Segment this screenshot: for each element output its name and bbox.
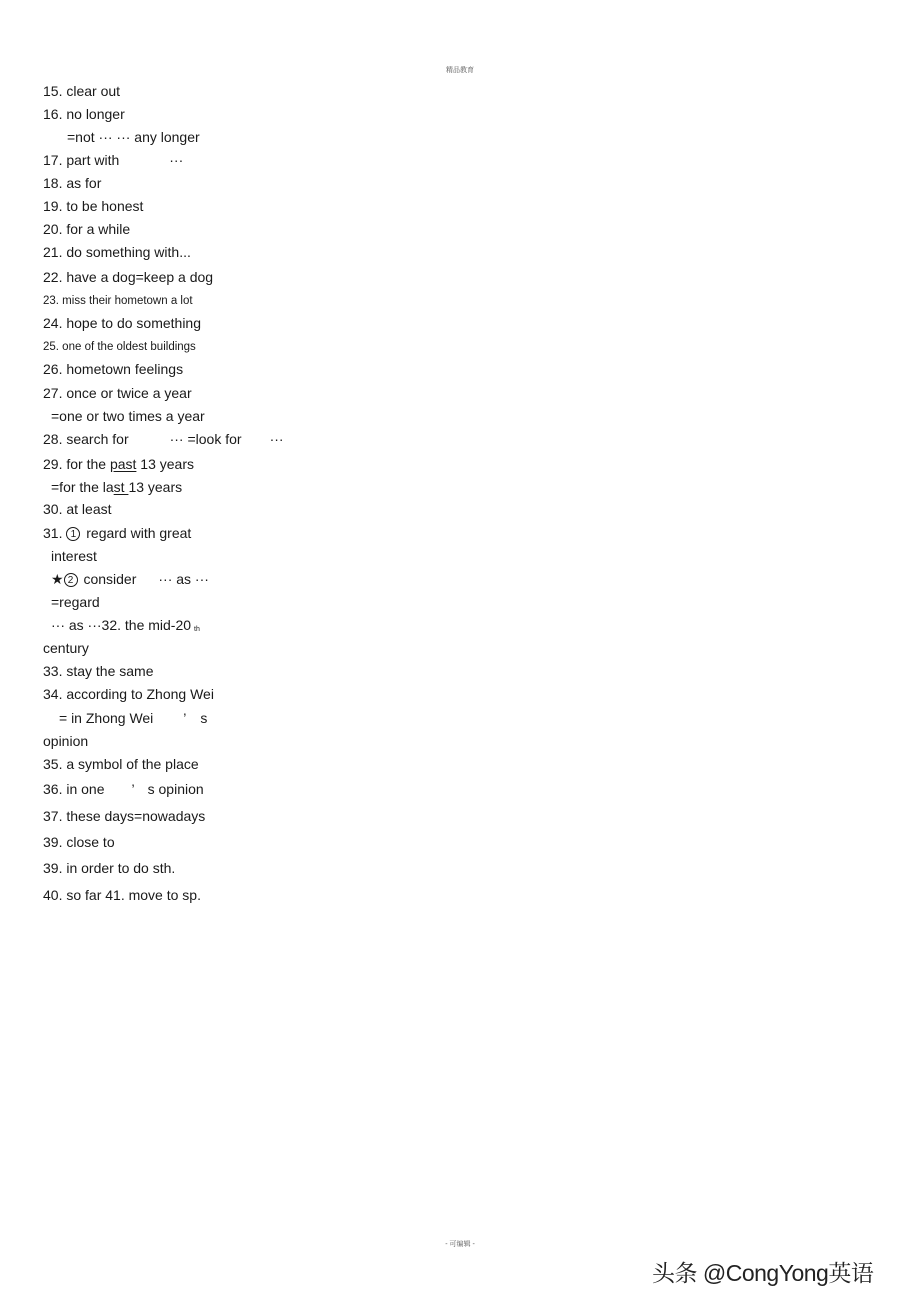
phrase-31-consider: consider	[79, 571, 137, 587]
phrase-17	[43, 151, 183, 169]
star-icon: ★	[51, 571, 64, 587]
phrase-18: 18. as for	[43, 175, 102, 191]
phrase-34-s: s	[200, 710, 208, 726]
phrase-38: 39. close to	[43, 834, 115, 850]
phrase-23: 23. miss their hometown a lot	[43, 295, 193, 307]
phrase-31-32	[51, 616, 200, 639]
phrase-31	[43, 524, 191, 542]
phrase-29-text-a: 29. for the	[43, 456, 110, 472]
phrase-34-syn-text: = in Zhong Wei	[59, 710, 154, 726]
circled-two-icon: 2	[64, 573, 78, 587]
phrase-27-synonym: =one or two times a year	[51, 408, 205, 424]
phrase-36	[43, 780, 204, 798]
phrase-29-underlined: past	[109, 456, 137, 472]
phrase-34-apostrophe: ’	[183, 710, 187, 726]
phrase-22: 22. have a dog=keep a dog	[43, 269, 214, 285]
phrase-31-item2	[51, 570, 209, 588]
phrase-34-cont: opinion	[43, 733, 89, 749]
phrase-32-cont: century	[43, 640, 89, 656]
phrase-28-synonym: ··· =look for	[169, 431, 242, 447]
phrase-36-text-b: s opinion	[147, 781, 204, 797]
phrase-15: 15. clear out	[43, 83, 121, 99]
phrase-17-dots: ···	[169, 152, 184, 168]
phrase-29-synonym	[51, 478, 182, 496]
phrase-26: 26. hometown feelings	[43, 361, 184, 377]
phrase-17-text: 17. part with	[43, 152, 120, 168]
phrase-29-syn-b: 13 years	[128, 479, 183, 495]
phrase-30: 30. at least	[43, 501, 112, 517]
phrase-19: 19. to be honest	[43, 198, 144, 214]
phrase-29-text-b: 13 years	[136, 456, 194, 472]
phrase-31-regard: =regard	[51, 594, 100, 610]
phrase-16-synonym: =not ··· ··· any longer	[67, 129, 200, 145]
phrase-29-syn-underlined: st	[113, 479, 129, 495]
phrase-31-32-text: ··· as ···32. the mid-20	[51, 617, 192, 633]
phrase-34-synonym	[59, 709, 207, 727]
phrase-28-text: 28. search for	[43, 431, 129, 447]
phrase-34: 34. according to Zhong Wei	[43, 686, 214, 702]
phrase-33: 33. stay the same	[43, 663, 154, 679]
phrase-36-apostrophe: ’	[131, 781, 135, 797]
phrase-40-41: 40. so far 41. move to sp.	[43, 887, 201, 903]
phrase-27: 27. once or twice a year	[43, 385, 192, 401]
superscript-th: th	[194, 626, 200, 633]
phrase-29-syn-a: =for the la	[51, 479, 114, 495]
phrase-29	[43, 455, 194, 473]
phrase-31-as: ··· as ···	[158, 571, 209, 587]
watermark: 头条 @CongYong英语	[652, 1260, 874, 1286]
phrase-25: 25. one of the oldest buildings	[43, 341, 196, 353]
phrase-36-text-a: 36. in one	[43, 781, 105, 797]
page-header: 精品教育	[446, 67, 474, 74]
page-footer: - 可编辑 -	[445, 1241, 475, 1248]
phrase-20: 20. for a while	[43, 221, 131, 237]
phrase-21: 21. do something with...	[43, 244, 191, 260]
phrase-35: 35. a symbol of the place	[43, 756, 199, 772]
phrase-16: 16. no longer	[43, 106, 125, 122]
phrase-31-cont: interest	[51, 548, 97, 564]
phrase-28	[43, 430, 284, 448]
circled-one-icon: 1	[66, 527, 80, 541]
phrase-28-dots: ···	[269, 431, 284, 447]
phrase-24: 24. hope to do something	[43, 315, 202, 331]
phrase-31-text: regard with great	[82, 525, 192, 541]
phrase-31-number: 31.	[43, 525, 67, 541]
phrase-37: 37. these days=nowadays	[43, 808, 206, 824]
phrase-39: 39. in order to do sth.	[43, 860, 176, 876]
